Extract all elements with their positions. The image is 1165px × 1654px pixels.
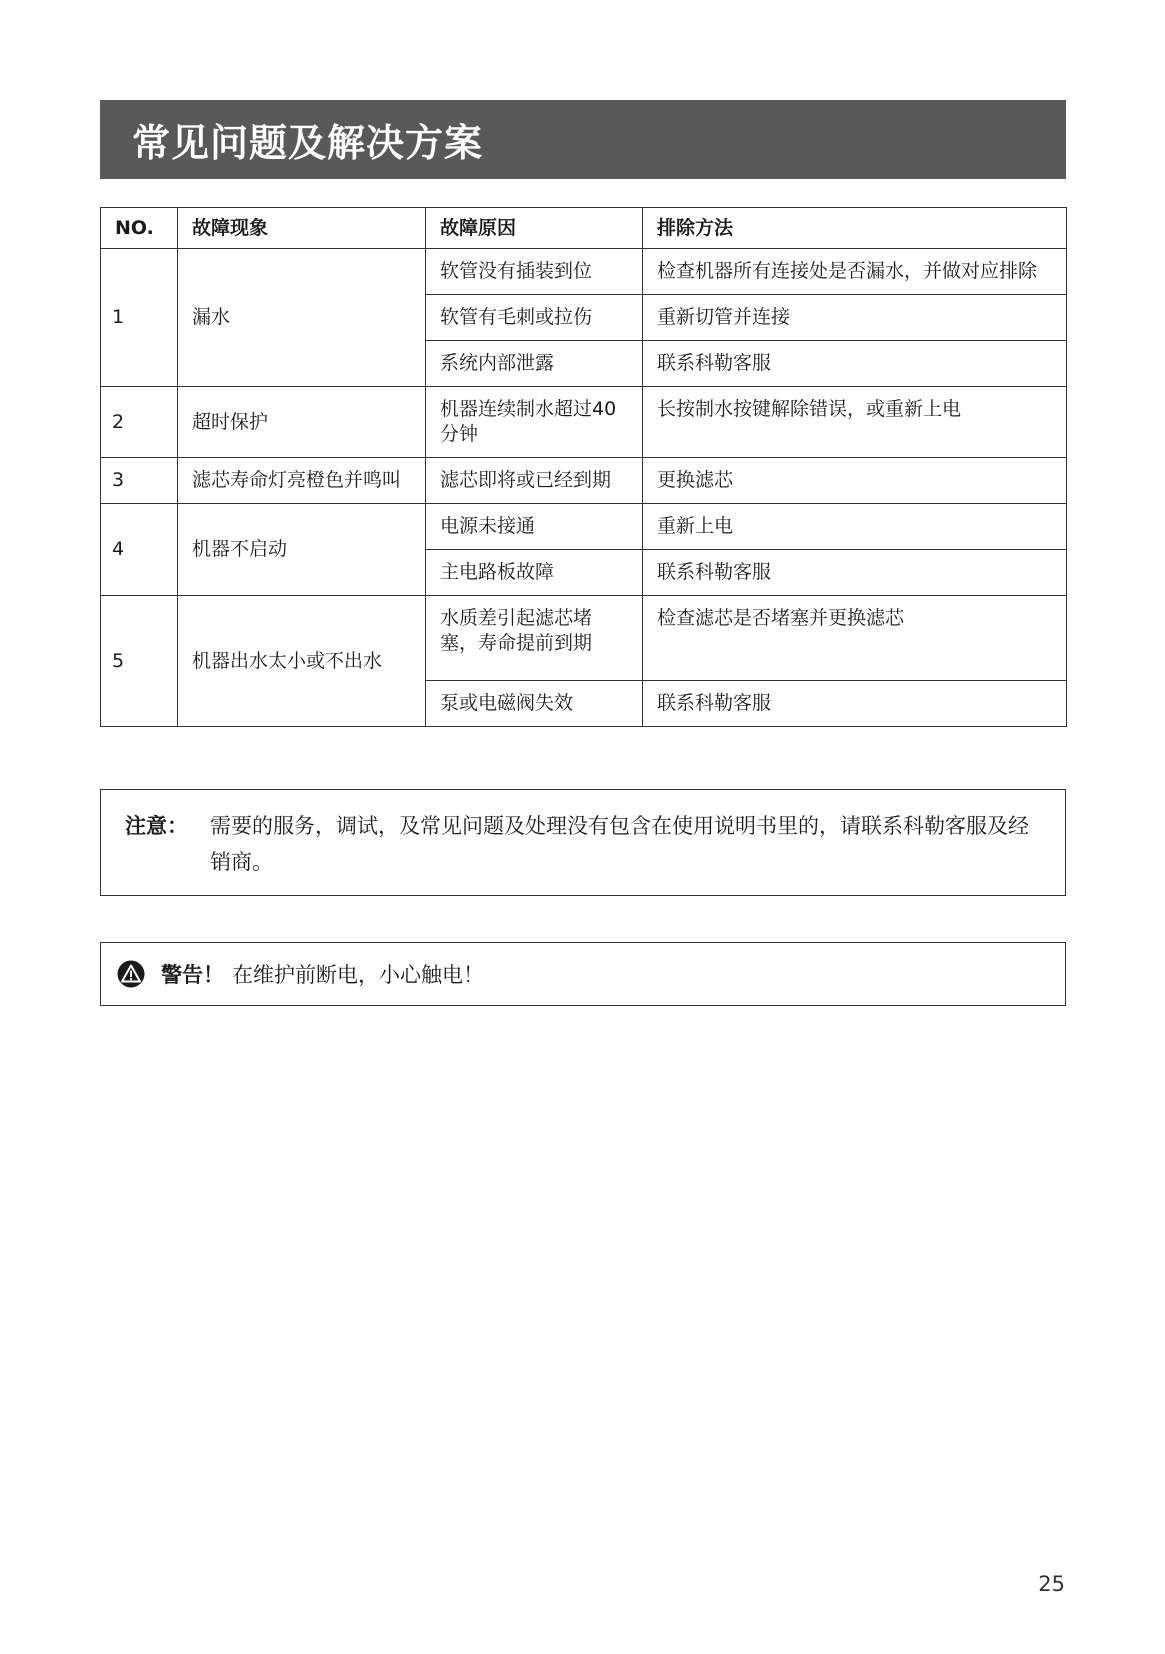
fault-number: 1 — [101, 249, 178, 387]
fault-cause: 电源未接通 — [426, 504, 643, 550]
fault-number: 2 — [101, 387, 178, 458]
header-solution: 排除方法 — [643, 208, 1067, 249]
fault-symptom: 机器不启动 — [178, 504, 426, 596]
page-title: 常见问题及解决方案 — [132, 121, 484, 165]
table-header-row — [101, 208, 1067, 249]
header-symptom: 故障现象 — [178, 208, 426, 249]
fault-cause: 水质差引起滤芯堵塞，寿命提前到期 — [426, 596, 643, 681]
header-no: NO. — [101, 208, 178, 249]
table-row — [101, 596, 1067, 681]
fault-solution: 检查机器所有连接处是否漏水，并做对应排除 — [643, 249, 1067, 295]
fault-solution: 长按制水按键解除错误，或重新上电 — [643, 387, 1067, 458]
notice-label: 注意： — [125, 814, 188, 838]
fault-solution: 检查滤芯是否堵塞并更换滤芯 — [643, 596, 1067, 681]
fault-solution: 更换滤芯 — [643, 458, 1067, 504]
fault-number: 4 — [101, 504, 178, 596]
faults-table — [100, 207, 1067, 727]
fault-symptom: 机器出水太小或不出水 — [178, 596, 426, 727]
warning-label: 警告！ — [161, 963, 224, 987]
fault-cause: 滤芯即将或已经到期 — [426, 458, 643, 504]
page-number: 25 — [1038, 1572, 1065, 1596]
fault-cause: 系统内部泄露 — [426, 341, 643, 387]
fault-cause: 软管有毛刺或拉伤 — [426, 295, 643, 341]
header-cause: 故障原因 — [426, 208, 643, 249]
table-row — [101, 249, 1067, 295]
fault-symptom: 滤芯寿命灯亮橙色并鸣叫 — [178, 458, 426, 504]
fault-cause: 机器连续制水超过40分钟 — [426, 387, 643, 458]
warning-box — [100, 942, 1066, 1006]
fault-number: 5 — [101, 596, 178, 727]
notice-box — [100, 789, 1066, 896]
fault-symptom: 漏水 — [178, 249, 426, 387]
table-row — [101, 458, 1067, 504]
fault-cause: 软管没有插装到位 — [426, 249, 643, 295]
title-bar — [100, 100, 1066, 179]
fault-solution: 联系科勒客服 — [643, 341, 1067, 387]
table-row — [101, 504, 1067, 550]
fault-number: 3 — [101, 458, 178, 504]
fault-solution: 联系科勒客服 — [643, 550, 1067, 596]
fault-cause: 主电路板故障 — [426, 550, 643, 596]
fault-solution: 重新上电 — [643, 504, 1067, 550]
warning-triangle-icon — [117, 960, 145, 988]
warning-text: 在维护前断电，小心触电！ — [232, 963, 484, 987]
fault-cause: 泵或电磁阀失效 — [426, 681, 643, 727]
notice-text: 需要的服务，调试，及常见问题及处理没有包含在使用说明书里的，请联系科勒客服及经销商。 — [210, 814, 1029, 874]
fault-symptom: 超时保护 — [178, 387, 426, 458]
fault-solution: 联系科勒客服 — [643, 681, 1067, 727]
fault-solution: 重新切管并连接 — [643, 295, 1067, 341]
table-row — [101, 387, 1067, 458]
